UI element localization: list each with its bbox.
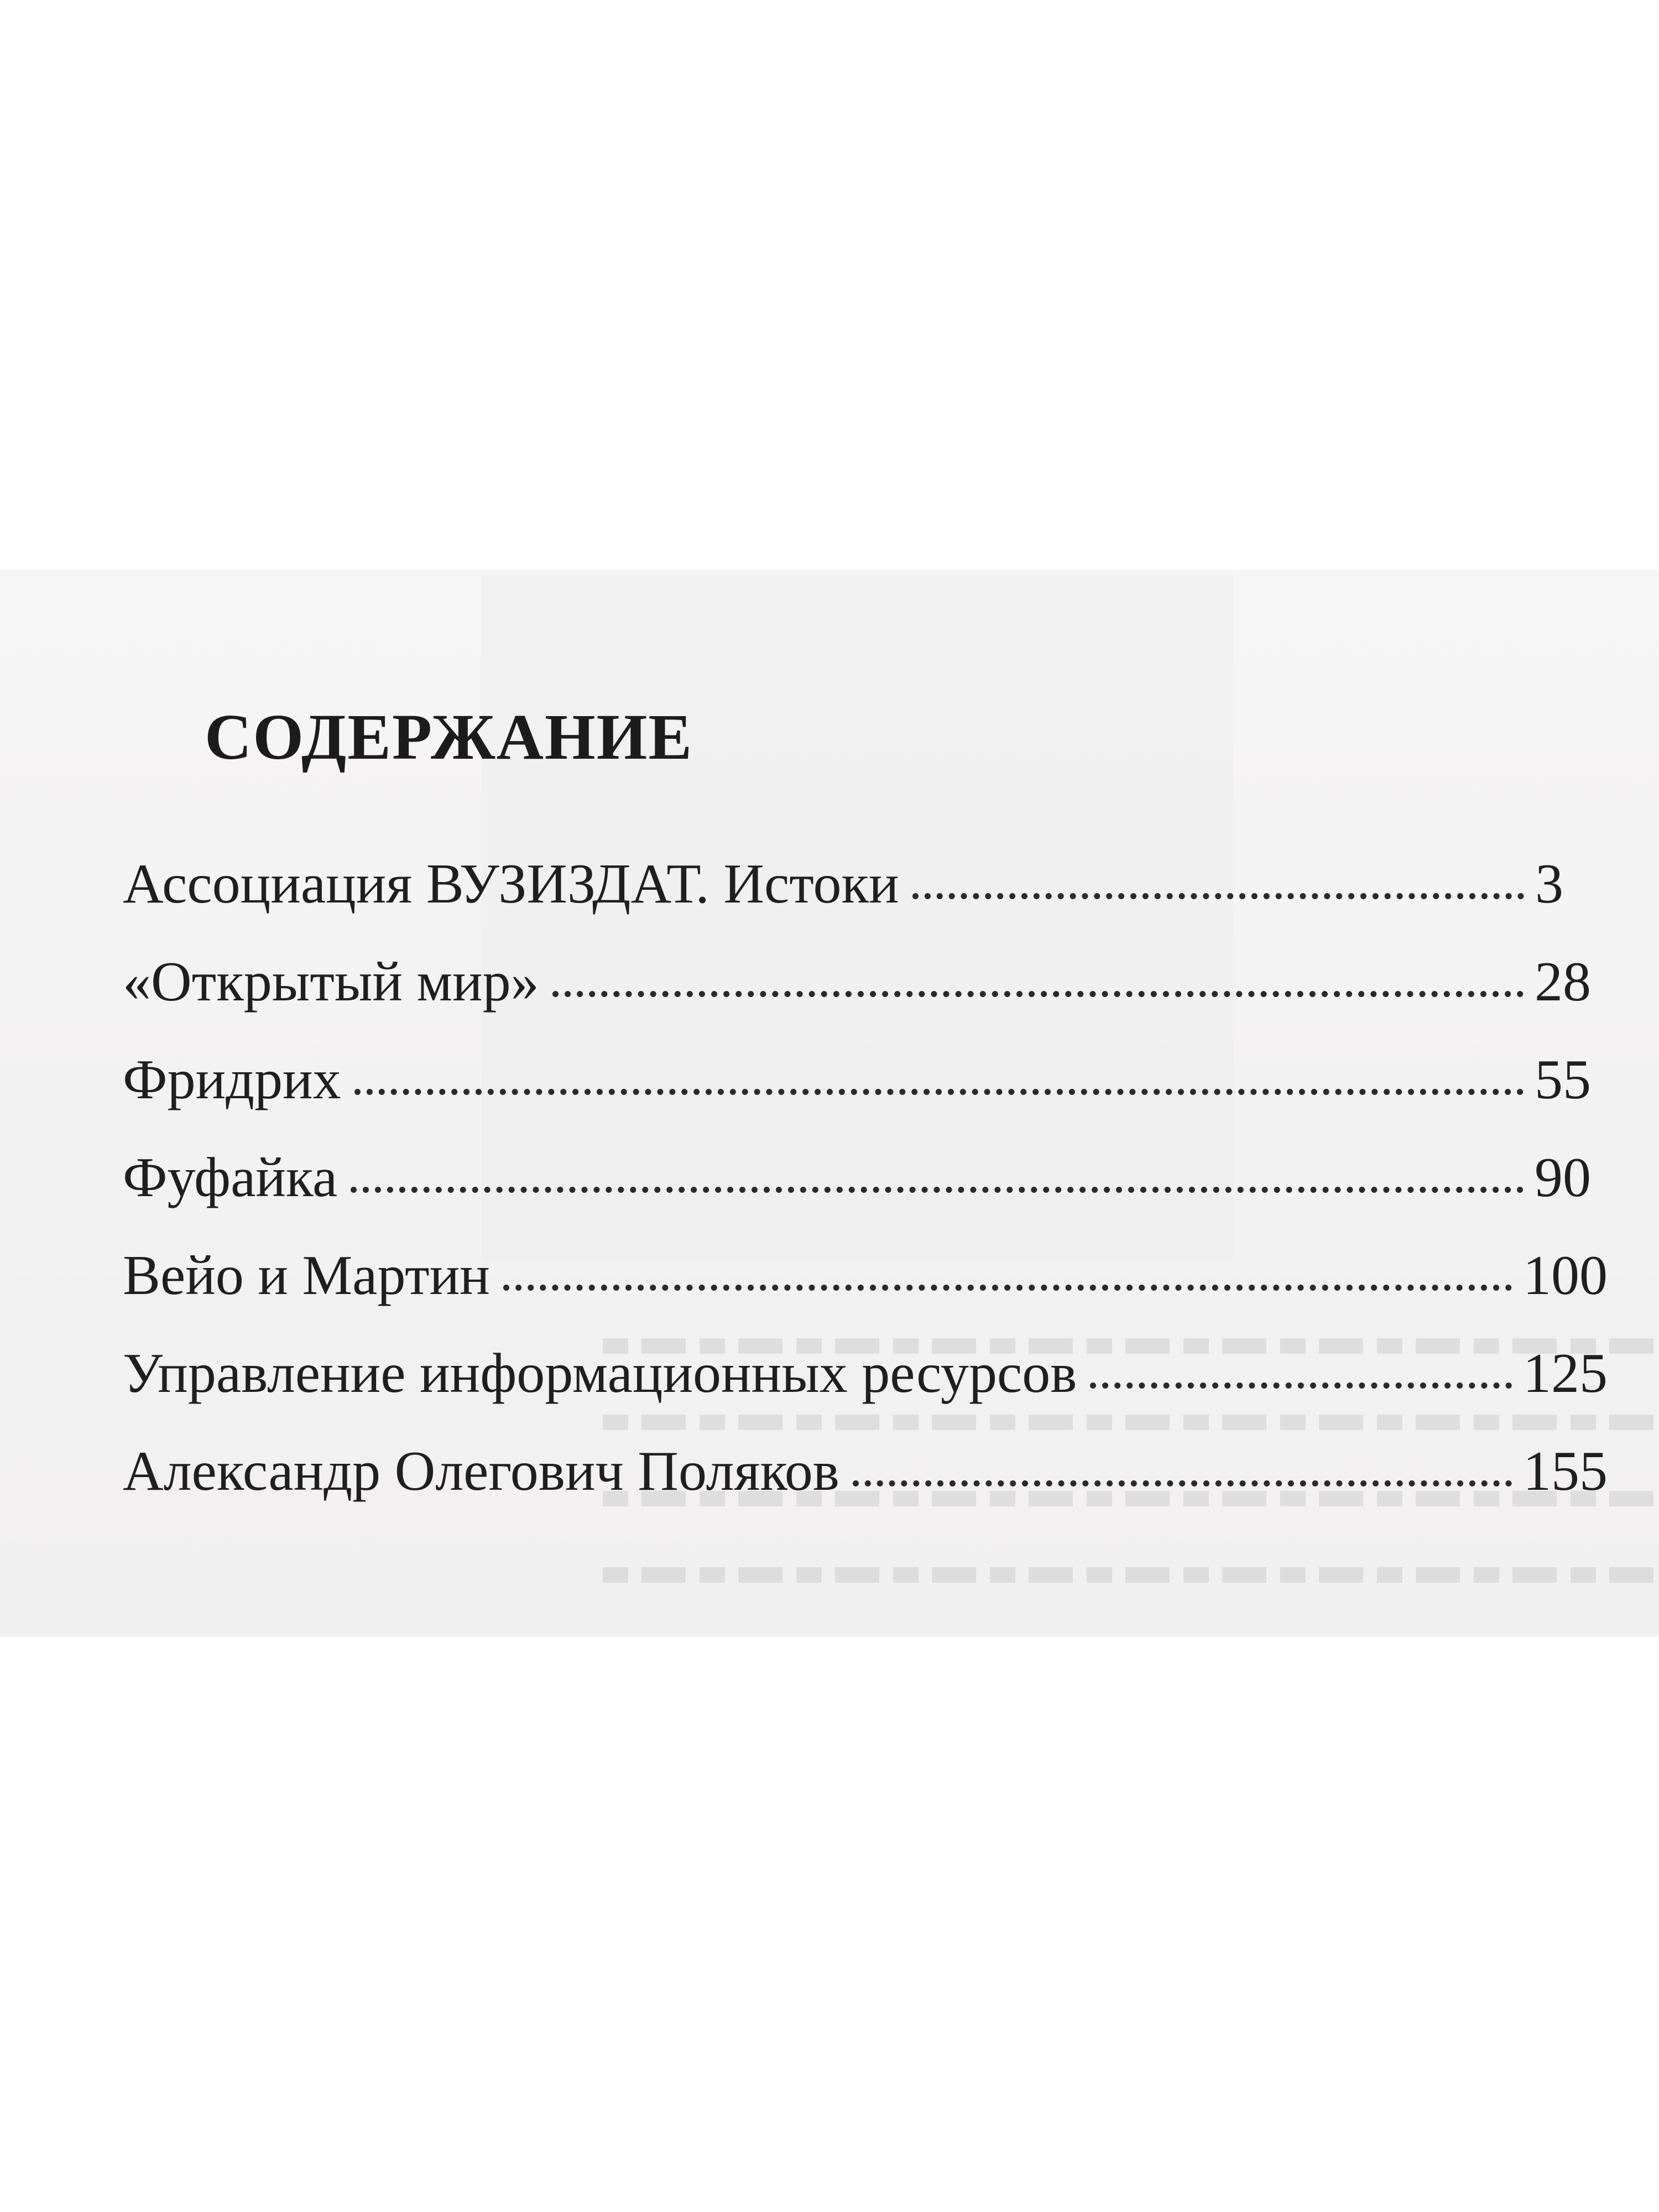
toc-entry-page: 90: [1535, 1146, 1591, 1209]
toc-entry[interactable]: [123, 852, 1608, 950]
dot-leader: [853, 1480, 1512, 1486]
toc-entry-title: Фуфайка: [123, 1146, 338, 1209]
toc-entry[interactable]: [123, 950, 1608, 1047]
toc-entry-title: Вейо и Мартин: [123, 1244, 490, 1307]
dot-leader: [552, 991, 1524, 997]
table-of-contents: [123, 852, 1608, 1537]
dot-leader: [912, 893, 1524, 899]
toc-entry-page: 28: [1535, 951, 1591, 1013]
toc-entry-page: 55: [1535, 1048, 1591, 1111]
toc-entry[interactable]: [123, 1341, 1608, 1439]
toc-entry-page: 125: [1523, 1342, 1608, 1405]
show-through-line: [603, 1567, 1659, 1583]
contents-heading: СОДЕРЖАНИЕ: [205, 701, 693, 773]
toc-entry-page: 155: [1523, 1440, 1608, 1503]
toc-entry-title: Фридрих: [123, 1048, 341, 1111]
toc-entry[interactable]: [123, 1145, 1608, 1243]
toc-entry-title: Ассоциация ВУЗИЗДАТ. Истоки: [123, 853, 899, 915]
toc-entry-title: «Открытый мир»: [123, 951, 539, 1013]
toc-entry-title: Александр Олегович Поляков: [123, 1440, 839, 1503]
toc-entry-page: 3: [1535, 853, 1563, 915]
toc-entry[interactable]: [123, 1047, 1608, 1145]
toc-entry[interactable]: [123, 1243, 1608, 1341]
toc-entry-title: Управление информационных ресурсов: [123, 1342, 1077, 1405]
dot-leader: [503, 1285, 1512, 1291]
dot-leader: [1090, 1383, 1512, 1389]
dot-leader: [354, 1089, 1524, 1095]
toc-entry[interactable]: [123, 1439, 1608, 1537]
dot-leader: [351, 1187, 1524, 1193]
toc-entry-page: 100: [1523, 1244, 1608, 1307]
